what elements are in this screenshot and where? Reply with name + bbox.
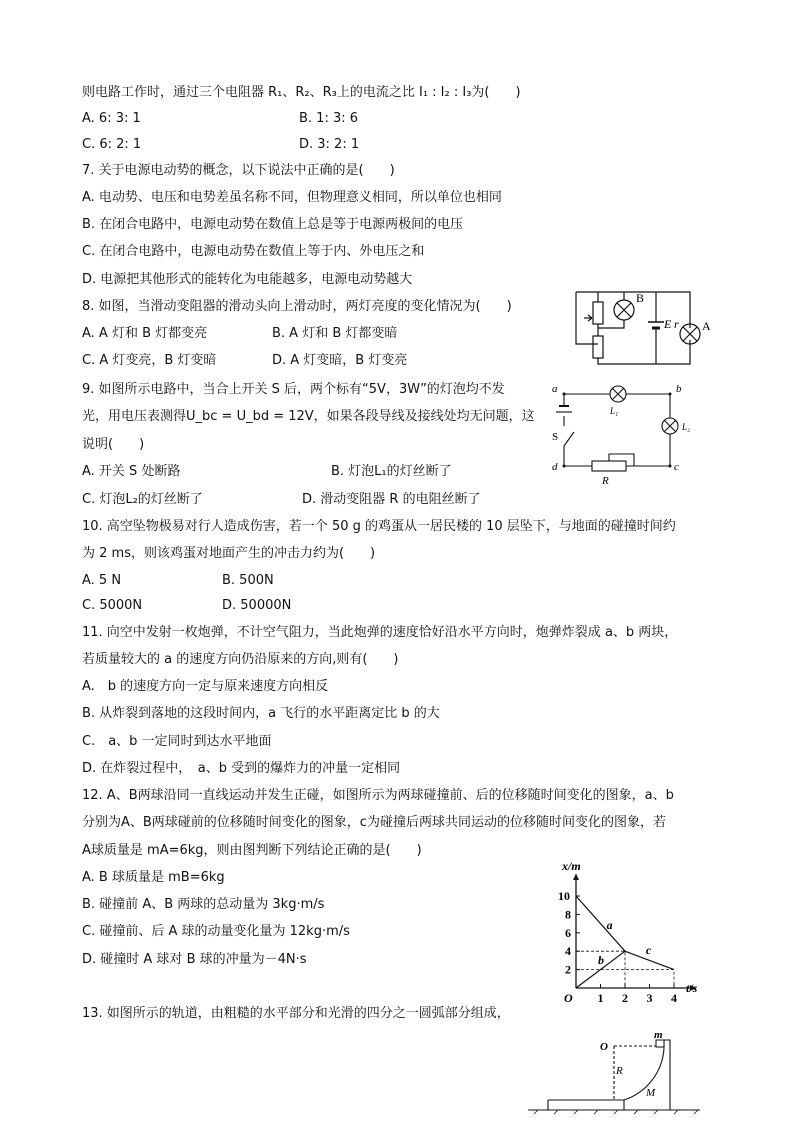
q8-option-c: C. A 灯变亮，B 灯变暗	[82, 353, 217, 368]
q6-option-c: C. 6: 2: 1	[82, 137, 142, 152]
q13-stem: 13. 如图所示的轨道，由粗糙的水平部分和光滑的四分之一圆弧部分组成，	[82, 1006, 510, 1021]
q9-rheostat-label: R	[602, 475, 609, 487]
q13-mass-M-label: M	[646, 1087, 656, 1099]
y-tick-label: 4	[565, 944, 571, 959]
y-tick-label: 8	[565, 907, 571, 922]
q12-xt-chart	[548, 858, 718, 1008]
q10-option-c: C. 5000N	[82, 598, 143, 613]
x-tick-label: 2	[622, 991, 628, 1005]
q9-lamp-l1-label: L₁	[610, 406, 619, 416]
q9-option-a: A. 开关 S 处断路	[82, 464, 181, 479]
q6-option-d: D. 3: 2: 1	[299, 137, 360, 152]
q9-option-c: C. 灯泡L₂的灯丝断了	[82, 492, 203, 507]
q9-option-b: B. 灯泡L₁的灯丝断了	[331, 464, 452, 479]
q6-option-a: A. 6: 3: 1	[82, 111, 141, 126]
q10-line1: 10. 高空坠物极易对行人造成伤害，若一个 50 g 的鸡蛋从一居民楼的 10 层坠下，与地面的碰撞时间约	[82, 519, 676, 534]
q7-option-c: C. 在闭合电路中，电源电动势在数值上等于内、外电压之和	[82, 244, 425, 259]
q13-center-label: O	[600, 1041, 608, 1053]
origin-label: O	[564, 991, 573, 1005]
q8-lamp-a-label: A	[702, 319, 711, 333]
q7-stem: 7. 关于电源电动势的概念，以下说法中正确的是( )	[82, 163, 395, 178]
q12-option-a: A. B 球质量是 mB=6kg	[82, 870, 225, 885]
q7-option-b: B. 在闭合电路中，电源电动势在数值上总是等于电源两极间的电压	[82, 217, 464, 232]
q9-circuit-figure	[548, 383, 698, 487]
q10-option-d: D. 50000N	[222, 598, 292, 613]
q12-option-d: D. 碰撞时 A 球对 B 球的冲量为－4N·s	[82, 952, 307, 967]
q9-node-d: d	[552, 461, 558, 473]
q11-option-a: A. b 的速度方向一定与原来速度方向相反	[82, 679, 329, 694]
q8-emf-label: E	[664, 317, 672, 331]
q11-line2: 若质量较大的 a 的速度方向仍沿原来的方向,则有( )	[82, 652, 399, 667]
y-tick-label: 10	[558, 889, 570, 903]
q11-option-c: C. a、b 一定同时到达水平地面	[82, 734, 272, 749]
q9-lamp-l2-label: L₂	[682, 422, 691, 432]
q6-stem: 则电路工作时，通过三个电阻器 R₁、R₂、R₃上的电流之比 I₁ : I₂ : I₃为( )	[82, 85, 521, 100]
y-tick-label: 2	[565, 962, 571, 977]
q13-mass-m-label: m	[654, 1029, 663, 1041]
q8-r-label: r	[674, 317, 679, 331]
q8-stem: 8. 如图，当滑动变阻器的滑动头向上滑动时，两灯亮度的变化情况为( )	[82, 299, 512, 314]
x-tick-label: 4	[671, 991, 677, 1005]
q10-option-a: A. 5 N	[82, 573, 122, 588]
q8-lamp-b-label: B	[636, 291, 645, 305]
q9-node-b: b	[676, 383, 682, 395]
y-axis-label: x/m	[562, 859, 581, 873]
q12-line2: 分别为A、B两球碰前的位移随时间变化的图象，c为碰撞后两球共同运动的位移随时间变化的图象，若	[82, 815, 666, 830]
q11-line1: 11. 向空中发射一枚炮弹，不计空气阻力，当此炮弹的速度恰好沿水平方向时，炮弹炸裂成 a、b 两块，	[82, 625, 678, 640]
q10-line2: 为 2 ms，则该鸡蛋对地面产生的冲击力约为( )	[82, 546, 376, 561]
q12-option-b: B. 碰撞前 A、B 两球的总动量为 3kg·m/s	[82, 897, 325, 912]
q7-option-a: A. 电动势、电压和电势差虽名称不同，但物理意义相同，所以单位也相同	[82, 190, 502, 205]
q7-option-d: D. 电源把其他形式的能转化为电能越多，电源电动势越大	[82, 272, 413, 287]
x-tick-label: 1	[597, 991, 604, 1005]
q12-line3: A球质量是 mA=6kg，则由图判断下列结论正确的是( )	[82, 843, 422, 858]
y-tick-label: 6	[565, 925, 571, 940]
q6-option-b: B. 1: 3: 6	[299, 111, 359, 126]
q9-line3: 说明( )	[82, 437, 145, 452]
q8-option-b: B. A 灯和 B 灯都变暗	[272, 326, 398, 341]
q9-line1: 9. 如图所示电路中，当合上开关 S 后，两个标有“5V，3W”的灯泡均不发	[82, 382, 505, 397]
q12-line1: 12. A、B两球沿同一直线运动并发生正碰，如图所示为两球碰撞前、后的位移随时间变化的图象，a、b	[82, 788, 674, 803]
q13-track-figure	[524, 1029, 704, 1114]
q9-switch-label: S	[552, 431, 559, 443]
q9-option-d: D. 滑动变阻器 R 的电阻丝断了	[302, 492, 481, 507]
q8-option-d: D. A 灯变暗，B 灯变亮	[272, 353, 408, 368]
series-b-label: b	[598, 953, 605, 968]
q12-option-c: C. 碰撞前、后 A 球的动量变化量为 12kg·m/s	[82, 924, 350, 939]
q9-node-c: c	[674, 461, 679, 473]
y-axis-arrow	[573, 874, 579, 880]
q10-option-b: B. 500N	[222, 573, 274, 588]
series-c-label: c	[645, 942, 652, 957]
x-axis-label: t/s	[686, 981, 698, 995]
q9-node-a: a	[552, 383, 558, 395]
series-a-line	[576, 896, 625, 951]
q8-option-a: A. A 灯和 B 灯都变亮	[82, 326, 208, 341]
q11-option-b: B. 从炸裂到落地的这段时间内，a 飞行的水平距离定比 b 的大	[82, 706, 440, 721]
q13-radius-label: R	[616, 1065, 623, 1077]
q9-line2: 光，用电压表测得U_bc = U_bd = 12V，如果各段导线及接线处均无问题，这	[82, 409, 535, 424]
q11-option-d: D. 在炸裂过程中， a、b 受到的爆炸力的冲量一定相同	[82, 761, 401, 776]
q8-circuit-figure	[570, 288, 720, 368]
x-tick-label: 3	[646, 991, 653, 1005]
series-a-label: a	[606, 918, 613, 933]
